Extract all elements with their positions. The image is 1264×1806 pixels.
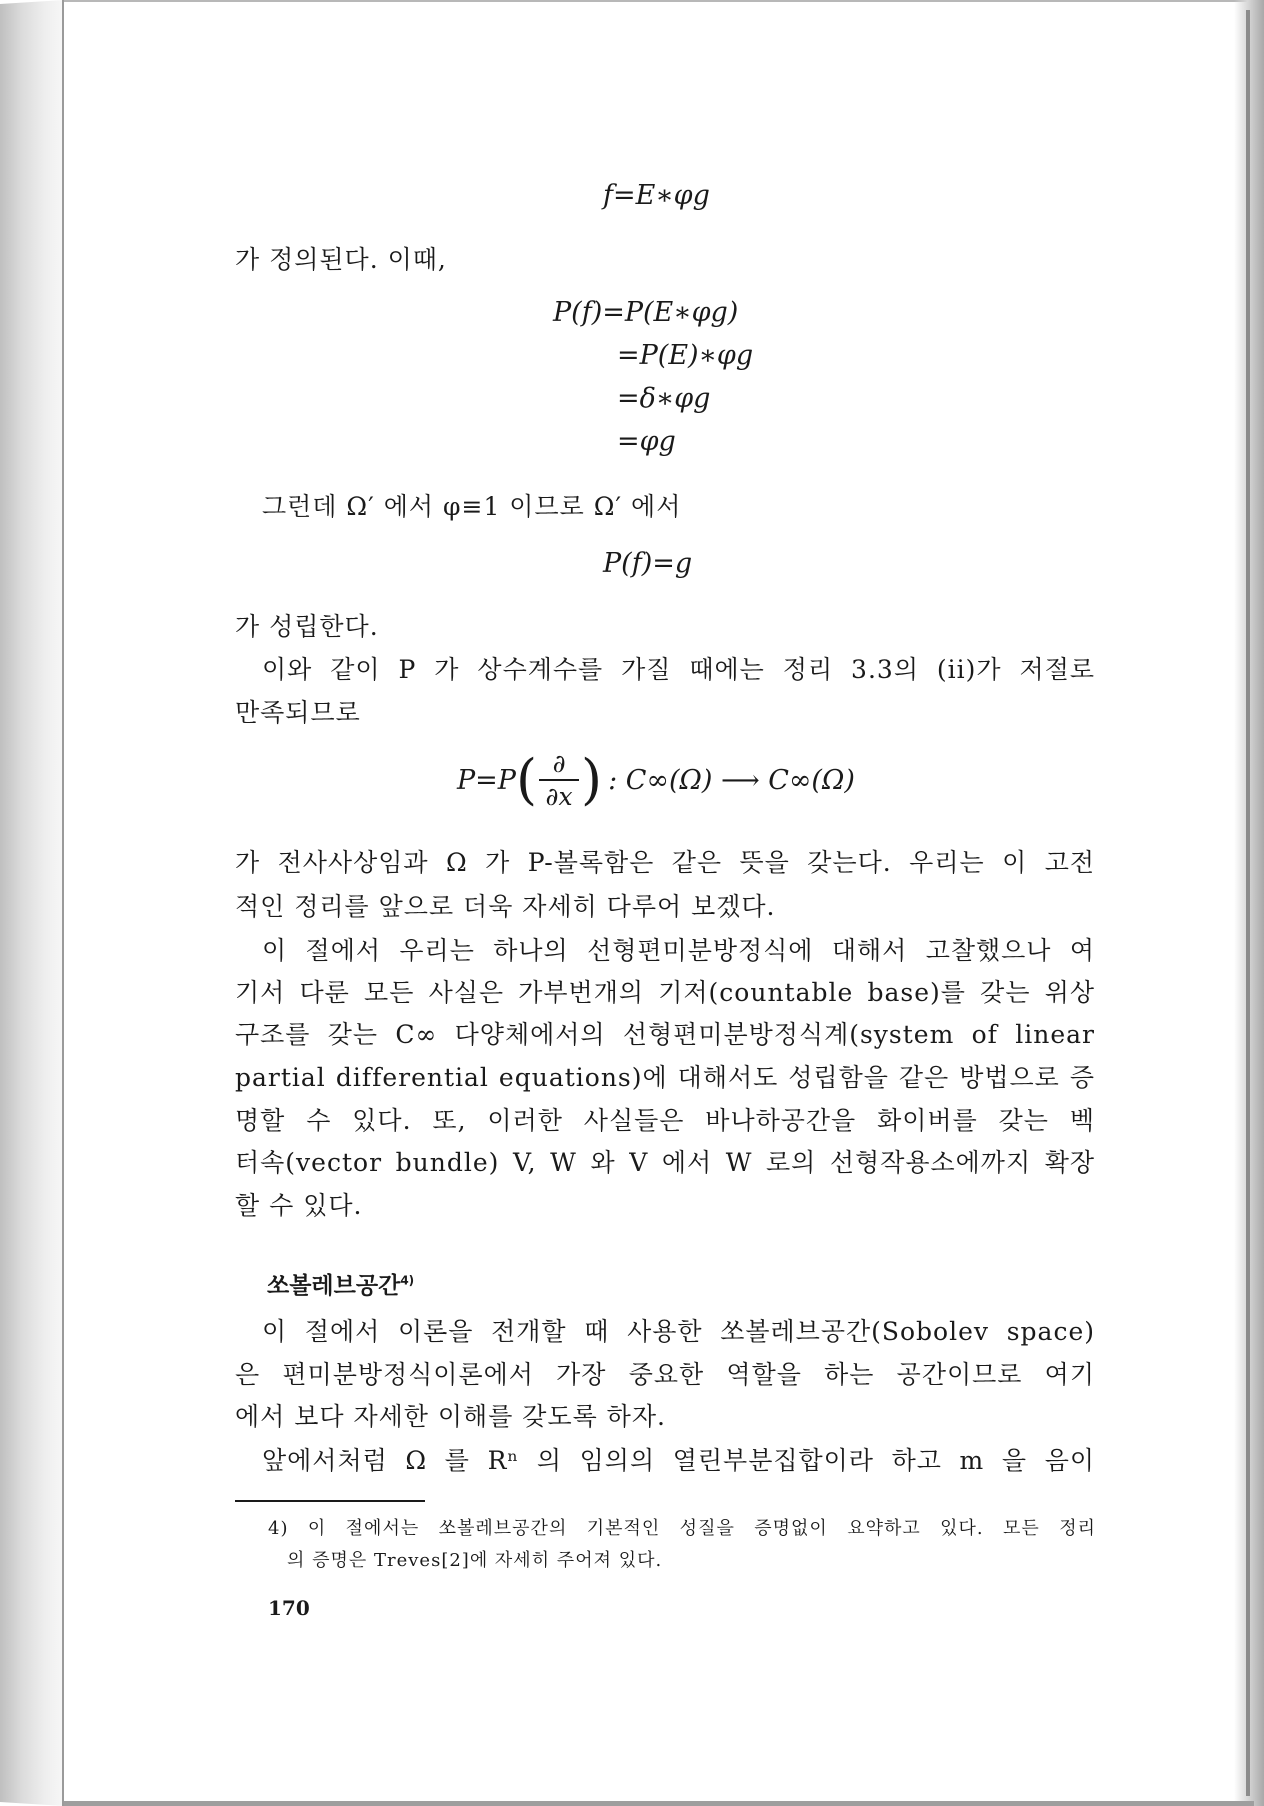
text-line: 가 정의된다. 이때,	[235, 245, 447, 274]
text-line: 이와 같이 P 가 상수계수를 가질 때에는 정리 3.3의 (ii)가 저절로	[262, 655, 1095, 684]
text-line: 앞에서처럼 Ω 를 Rⁿ 의 임의의 열린부분집합이라 하고 m 을 음이	[262, 1446, 1095, 1475]
equation-pf-3: =δ∗φg	[617, 383, 711, 414]
footnote-line: 4) 이 절에서는 쏘볼레브공간의 기본적인 성질을 증명없이 요약하고 있다. 모든 정리	[268, 1518, 1096, 1539]
text-line: 은 편미분방정식이론에서 가장 중요한 역할을 하는 공간이므로 여기	[235, 1360, 1095, 1389]
left-paren: (	[515, 748, 538, 811]
equation-pf-g: P(f)=g	[603, 548, 693, 579]
text-line: 만족되므로	[235, 698, 361, 727]
text-line: 이 절에서 우리는 하나의 선형편미분방정식에 대해서 고찰했으나 여	[262, 936, 1095, 965]
equation-pf-1: P(f)=P(E∗φg)	[553, 297, 739, 328]
text-line: 이 절에서 이론을 전개할 때 사용한 쏘볼레브공간(Sobolev space)	[262, 1317, 1095, 1346]
page-number: 170	[268, 1596, 310, 1620]
text-line: 적인 정리를 앞으로 더욱 자세히 다루어 보겠다.	[235, 892, 776, 921]
frac-numerator: ∂	[552, 749, 566, 778]
equation-pf-4: =φg	[617, 426, 676, 457]
text-line: 그런데 Ω′ 에서 φ≡1 이므로 Ω′ 에서	[262, 492, 682, 521]
footnote-rule	[235, 1500, 425, 1502]
display-rhs: : C∞(Ω) ⟶ C∞(Ω)	[608, 764, 855, 796]
section-heading	[267, 1267, 414, 1300]
text-line: 에서 보다 자세한 이해를 갖도록 하자.	[235, 1402, 666, 1431]
display-lhs: P=P	[457, 764, 516, 796]
text-line: 명할 수 있다. 또, 이러한 사실들은 바나하공간을 화이버를 갖는 벡	[235, 1106, 1095, 1135]
text-line: 가 전사사상임과 Ω 가 P-볼록함은 같은 뜻을 갖는다. 우리는 이 고전	[235, 848, 1095, 877]
display-equation-map	[457, 750, 855, 810]
section-heading-text: 쏘볼레브공간	[267, 1273, 401, 1299]
text-line: 기서 다룬 모든 사실은 가부번개의 기저(countable base)를 갖는 위상	[235, 978, 1095, 1007]
equation-f-definition: f=E∗φg	[603, 180, 710, 211]
text-line: partial differential equations)에 대해서도 성립함을 같은 방법으로 증	[235, 1063, 1095, 1092]
section-heading-footnote-ref: 4)	[400, 1273, 415, 1288]
equation-pf-2: =P(E)∗φg	[617, 340, 754, 371]
right-paren: )	[581, 748, 603, 811]
text-line: 가 성립한다.	[235, 612, 379, 641]
text-line: 터속(vector bundle) V, W 와 V 에서 W 로의 선형작용소에까지 확장	[235, 1148, 1095, 1177]
partial-fraction	[539, 750, 579, 810]
text-line: 할 수 있다.	[235, 1191, 363, 1220]
footnote-line: 의 증명은 Treves[2]에 자세히 주어져 있다.	[287, 1550, 663, 1571]
frac-denominator: ∂x	[545, 782, 573, 811]
text-line: 구조를 갖는 C∞ 다양체에서의 선형편미분방정식계(system of linear	[235, 1020, 1095, 1049]
frac-bar	[539, 779, 579, 781]
